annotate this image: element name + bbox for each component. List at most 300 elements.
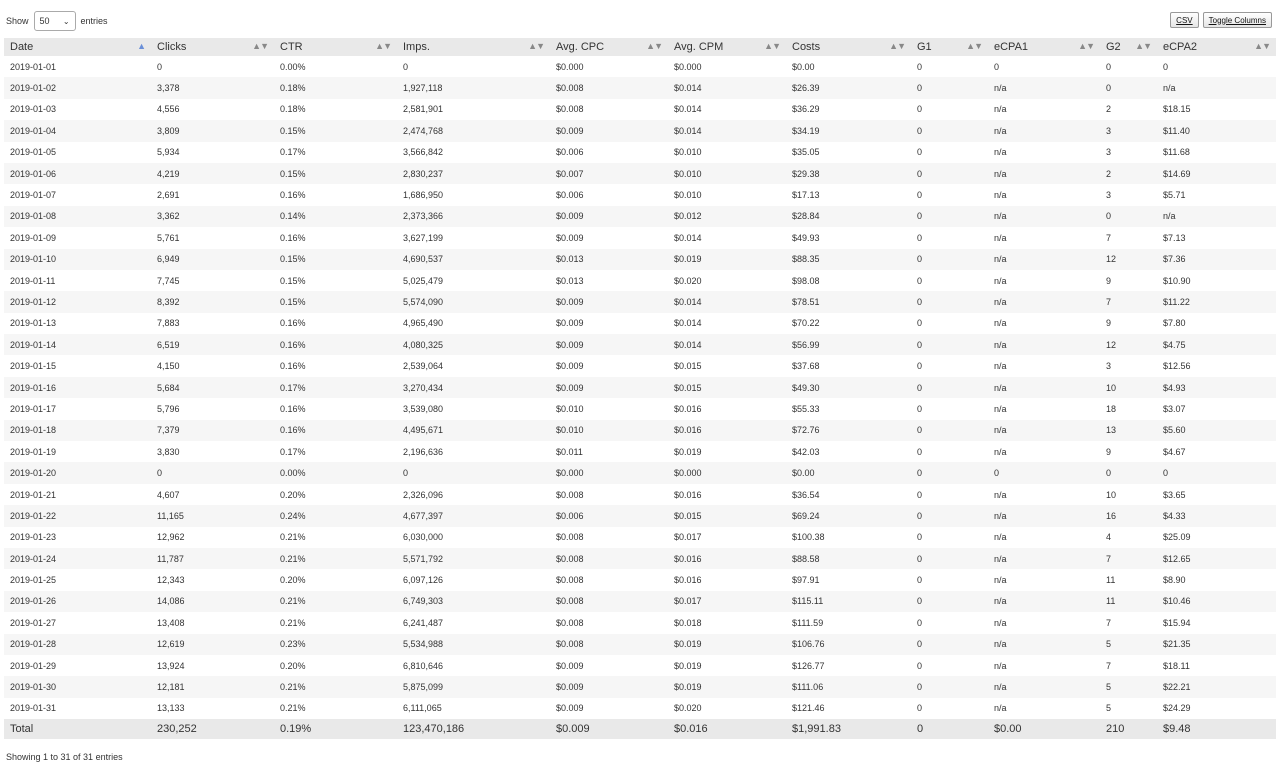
table-cell: $36.54 [792,489,820,500]
table-cell: $0.017 [668,591,786,612]
table-cell: $72.76 [786,420,911,441]
table-row [4,99,1276,120]
data-table [4,38,1276,739]
table-cell: 2,830,237 [397,163,550,184]
table-cell: 4,677,397 [397,505,550,526]
table-cell: 6,097,126 [403,575,444,586]
table-cell: $0.012 [668,206,786,227]
table-info: Showing 1 to 31 of 31 entries [6,752,123,762]
table-row [4,142,1276,163]
sort-icon: ▲▼ [889,41,905,51]
table-cell: 0 [911,591,988,612]
table-cell: n/a [994,403,1007,414]
table-cell: 11 [1106,575,1116,586]
table-cell: 5,761 [157,232,180,243]
table-cell: 4,965,490 [403,318,444,329]
table-cell: 0 [1100,77,1157,98]
table-cell: $0.000 [550,462,668,483]
table-cell: 2019-01-20 [4,462,151,483]
table-cell: $3.07 [1163,403,1186,414]
table-cell: $0.014 [668,77,786,98]
table-row [4,398,1276,419]
table-cell: $49.30 [786,377,911,398]
table-row [4,634,1276,655]
table-cell: n/a [994,190,1007,201]
sort-icon: ▲▼ [528,41,544,51]
column-header-ecpa1[interactable]: eCPA1 ▲▼ [988,38,1100,56]
table-cell: 6,949 [151,249,274,270]
table-cell: $121.46 [792,703,825,714]
table-cell: 12 [1100,334,1157,355]
table-cell: 0 [917,104,923,115]
table-cell: 5,571,792 [397,548,550,569]
page-size-value: 50 [39,16,50,26]
table-cell: 3 [1106,190,1112,201]
table-cell: 2019-01-15 [10,361,57,372]
table-cell: n/a [994,575,1007,586]
column-header-g2[interactable]: G2 ▲▼ [1100,38,1157,56]
table-cell: 0 [994,61,1000,72]
table-cell: 2019-01-04 [4,120,151,141]
table-cell: 0 [911,291,988,312]
table-cell: 0.15% [280,275,306,286]
table-cell: 2,474,768 [397,120,550,141]
table-cell: n/a [988,505,1100,526]
table-row [4,548,1276,569]
table-cell: 2019-01-28 [4,634,151,655]
column-header-ecpa2[interactable]: eCPA2 ▲▼ [1157,38,1276,56]
table-cell: $4.67 [1163,446,1186,457]
sort-icon: ▲▼ [375,41,391,51]
table-cell: 4 [1106,532,1112,543]
table-cell: n/a [988,591,1100,612]
table-cell: 0.17% [280,446,306,457]
sort-icon: ▲▼ [1254,41,1270,51]
table-cell: 0 [988,462,1100,483]
page-size-select[interactable] [34,11,76,31]
table-row [4,569,1276,590]
table-cell: $5.71 [1163,190,1186,201]
table-cell: $0.009 [556,660,584,671]
table-cell: 0.00% [274,462,397,483]
table-cell: 14,086 [151,591,274,612]
table-cell: $0.009 [556,232,584,243]
table-cell: 0.15% [274,249,397,270]
table-cell: 0 [917,318,923,329]
table-row [4,163,1276,184]
table-cell: $0.015 [668,377,786,398]
table-cell: $0.013 [556,275,584,286]
sort-icon: ▲▼ [1135,41,1151,51]
table-cell: 12,343 [157,575,185,586]
table-cell: 0.17% [280,147,306,158]
table-row [4,355,1276,376]
table-cell: 4,607 [157,489,180,500]
table-row [4,420,1276,441]
table-cell: 0 [917,489,923,500]
table-cell: n/a [994,489,1007,500]
table-cell: 5,684 [151,377,274,398]
table-cell: 0 [911,505,988,526]
column-header-avg-cpm[interactable]: Avg. CPM ▲▼ [668,38,786,56]
table-cell: 0 [911,120,988,141]
column-header-g1[interactable]: G1 ▲▼ [911,38,988,56]
csv-button[interactable]: CSV [1170,12,1198,28]
table-cell: $0.014 [674,318,702,329]
table-cell: 12,181 [151,676,274,697]
table-cell: 5,796 [157,403,180,414]
table-cell: 0 [1157,462,1276,483]
column-header-date[interactable]: Date ▲ [4,38,151,56]
table-cell: n/a [988,120,1100,141]
table-cell: 2019-01-01 [10,61,57,72]
table-buttons [1170,12,1272,28]
table-cell: 1,686,950 [403,190,444,201]
table-cell: 3 [1106,361,1112,372]
table-cell: 6,519 [151,334,274,355]
table-cell: 2019-01-16 [4,377,151,398]
table-row [4,591,1276,612]
table-row [4,227,1276,248]
table-cell: n/a [994,703,1007,714]
table-cell: 5,934 [157,147,180,158]
table-cell: $5.60 [1157,420,1276,441]
table-row [4,56,1276,77]
table-cell: $10.46 [1157,591,1276,612]
table-cell: $0.019 [668,249,786,270]
table-cell: 13,408 [157,617,185,628]
table-cell: 3,378 [151,77,274,98]
table-cell: 0.15% [274,163,397,184]
table-cell: 0 [1100,462,1157,483]
table-cell: $0.013 [550,249,668,270]
table-cell: $0.014 [674,104,702,115]
table-cell: 2,691 [157,190,180,201]
table-cell: $11.68 [1163,147,1190,158]
table-cell: 0 [911,377,988,398]
table-row [4,313,1276,334]
table-cell: 3,539,080 [403,403,444,414]
header-row [4,38,1276,56]
table-row [4,206,1276,227]
table-cell: $0.017 [674,532,702,543]
table-cell: n/a [1157,77,1276,98]
table-cell: 0 [1100,206,1157,227]
table-cell: $0.008 [556,532,584,543]
table-row [4,462,1276,483]
page-length-control [6,11,108,31]
table-cell: $29.38 [786,163,911,184]
table-cell: $0.009 [550,120,668,141]
table-cell: $0.008 [550,548,668,569]
table-cell: 2019-01-23 [10,532,57,543]
table-cell: 0 [911,676,988,697]
table-cell: 0 [917,361,923,372]
table-cell: 0 [911,548,988,569]
table-cell: $4.93 [1157,377,1276,398]
column-header-ctr[interactable]: CTR ▲▼ [274,38,397,56]
table-cell: 2019-01-22 [4,505,151,526]
table-cell: 0 [917,147,923,158]
table-cell: $0.006 [550,505,668,526]
table-cell: $25.09 [1163,532,1191,543]
table-cell: $17.13 [792,190,820,201]
table-cell: 0.16% [280,403,306,414]
table-cell: $4.75 [1157,334,1276,355]
table-cell: $0.010 [556,403,584,414]
table-cell: $15.94 [1163,617,1191,628]
table-cell: 0 [917,575,923,586]
table-cell: 3,566,842 [403,147,444,158]
table-cell: 0 [917,532,923,543]
table-cell: 2019-01-12 [4,291,151,312]
table-cell: $0.019 [674,660,702,671]
table-cell: $56.99 [786,334,911,355]
table-cell: $0.009 [550,377,668,398]
sort-icon: ▲▼ [966,41,982,51]
table-cell: 6,810,646 [403,660,444,671]
table-cell: 2,196,636 [403,446,444,457]
table-cell: $0.009 [550,676,668,697]
table-cell: 2019-01-17 [10,403,57,414]
total-cell: $9.48 [1157,719,1276,739]
table-cell: $34.19 [786,120,911,141]
table-cell: $24.29 [1163,703,1191,714]
table-cell: 0.16% [280,190,306,201]
table-cell: 18 [1106,403,1117,414]
table-row [4,484,1276,505]
table-cell: 2019-01-03 [10,104,57,115]
table-cell: 2019-01-07 [10,190,57,201]
table-cell: 0 [917,190,923,201]
table-row [4,612,1276,633]
table-cell: n/a [988,77,1100,98]
table-cell: 2,373,366 [397,206,550,227]
table-cell: 0.21% [280,532,306,543]
table-cell: 4,080,325 [397,334,550,355]
table-cell: 2,539,064 [403,361,444,372]
table-cell: 11,787 [151,548,274,569]
table-cell: 2019-01-13 [10,318,57,329]
table-cell: n/a [988,377,1100,398]
table-cell: $0.00 [786,462,911,483]
table-cell: 2 [1100,163,1157,184]
table-cell: $0.018 [674,617,702,628]
table-cell: 2019-01-02 [4,77,151,98]
table-cell: 0.21% [274,676,397,697]
total-cell: 0.19% [274,719,397,739]
table-cell: 4,150 [157,361,180,372]
table-cell: $78.51 [786,291,911,312]
table-cell: $42.03 [792,446,820,457]
table-cell: n/a [988,206,1100,227]
table-cell: 13,133 [157,703,185,714]
table-cell: $37.68 [792,361,820,372]
table-cell: $126.77 [792,660,825,671]
table-cell: $0.019 [668,634,786,655]
table-cell: $0.008 [556,575,584,586]
table-cell: 0 [157,61,163,72]
table-cell: 0 [917,61,923,72]
table-cell: 0 [403,61,409,72]
table-cell: $8.90 [1163,575,1186,586]
table-cell: 5,875,099 [397,676,550,697]
table-cell: n/a [988,249,1100,270]
column-header-avg-cpc[interactable]: Avg. CPC ▲▼ [550,38,668,56]
table-cell: 11,165 [151,505,274,526]
table-cell: $88.35 [786,249,911,270]
table-cell: 0.21% [274,591,397,612]
table-cell: $10.90 [1163,275,1191,286]
table-cell: 3,627,199 [403,232,444,243]
table-cell: 2019-01-11 [10,275,56,286]
table-cell: 0.15% [274,291,397,312]
table-cell: $12.65 [1157,548,1276,569]
table-cell: n/a [994,617,1007,628]
table-cell: 2019-01-10 [4,249,151,270]
table-cell: 0.16% [274,420,397,441]
table-cell: n/a [994,147,1007,158]
table-cell: 2019-01-27 [10,617,57,628]
table-cell: $0.008 [550,591,668,612]
table-cell: $0.009 [556,318,584,329]
table-cell: 0.16% [280,318,306,329]
table-cell: $0.016 [674,575,702,586]
table-cell: $0.000 [556,61,584,72]
total-cell: $0.009 [550,719,668,739]
table-cell: n/a [988,676,1100,697]
table-cell: $0.008 [556,489,584,500]
table-cell: 0.18% [280,104,306,115]
table-cell: $0.010 [674,190,702,201]
table-cell: $55.33 [792,403,820,414]
table-cell: $0.019 [674,446,702,457]
table-cell: 11 [1100,591,1157,612]
table-row [4,120,1276,141]
table-cell: 3,362 [151,206,274,227]
table-cell: n/a [988,334,1100,355]
table-cell: n/a [994,660,1007,671]
table-cell: 5 [1100,676,1157,697]
total-cell: $0.00 [988,719,1100,739]
table-cell: $0.009 [550,291,668,312]
table-cell: 0 [911,206,988,227]
table-cell: $28.84 [786,206,911,227]
table-cell: $0.008 [550,634,668,655]
table-cell: 4,219 [151,163,274,184]
table-row [4,505,1276,526]
table-cell: 12,962 [157,532,185,543]
table-cell: 9 [1106,446,1112,457]
table-cell: n/a [1157,206,1276,227]
table-cell: 0.16% [274,334,397,355]
table-cell: 0 [151,462,274,483]
table-cell: $0.007 [550,163,668,184]
table-cell: 2019-01-14 [4,334,151,355]
table-row [4,527,1276,548]
table-cell: n/a [994,232,1007,243]
table-cell: 1,927,118 [397,77,550,98]
table-cell: 2019-01-08 [4,206,151,227]
table-cell: 0.14% [274,206,397,227]
table-cell: 7 [1106,617,1112,628]
table-cell: $98.08 [792,275,820,286]
table-cell: 0.17% [274,377,397,398]
table-cell: $0.010 [550,420,668,441]
table-cell: $0.014 [668,120,786,141]
table-cell: 2019-01-06 [4,163,151,184]
table-cell: 9 [1106,275,1112,286]
table-cell: 7,379 [151,420,274,441]
table-cell: 5 [1106,703,1112,714]
table-row [4,270,1276,291]
table-cell: $0.016 [668,420,786,441]
table-cell: 7,745 [157,275,180,286]
table-cell: 0 [911,634,988,655]
table-cell: 0.16% [280,361,306,372]
table-cell: $11.40 [1157,120,1276,141]
table-row [4,377,1276,398]
table-cell: $49.93 [792,232,820,243]
column-header-imps[interactable]: Imps. ▲▼ [397,38,550,56]
sort-icon: ▲▼ [252,41,268,51]
table-cell: 2019-01-21 [10,489,57,500]
table-cell: n/a [994,318,1007,329]
table-cell: n/a [994,532,1007,543]
table-cell: 5 [1100,634,1157,655]
table-cell: 0.21% [280,703,306,714]
table-cell: 5,574,090 [397,291,550,312]
table-cell: $7.13 [1163,232,1186,243]
table-cell: 2019-01-09 [10,232,57,243]
table-cell: 5,025,479 [403,275,444,286]
table-cell: 0.20% [280,489,306,500]
table-cell: 0 [911,462,988,483]
table-cell: 0 [911,77,988,98]
table-cell: 6,030,000 [403,532,444,543]
table-cell: 0.00% [280,61,306,72]
sort-ascending-icon: ▲ [137,41,145,51]
table-cell: 6,111,065 [403,703,442,714]
table-row [4,184,1276,205]
table-cell: $0.006 [556,190,584,201]
sort-icon: ▲▼ [1078,41,1094,51]
table-cell: 7 [1106,232,1112,243]
table-cell: $88.58 [786,548,911,569]
table-cell: 0 [1106,61,1112,72]
column-header-clicks[interactable]: Clicks ▲▼ [151,38,274,56]
table-cell: $0.008 [556,617,584,628]
table-cell: $100.38 [792,532,825,543]
table-cell: $0.010 [674,147,702,158]
table-cell: $35.05 [792,147,820,158]
column-header-costs[interactable]: Costs ▲▼ [786,38,911,56]
table-cell: 7 [1100,291,1157,312]
table-cell: $18.15 [1163,104,1191,115]
table-cell: $7.80 [1163,318,1186,329]
table-cell: 0.24% [274,505,397,526]
table-cell: n/a [988,291,1100,312]
table-cell: $0.009 [550,206,668,227]
total-cell: $0.016 [668,719,786,739]
table-cell: 7 [1106,660,1112,671]
toggle-columns-button[interactable]: Toggle Columns [1203,12,1272,28]
table-cell: 2019-01-24 [4,548,151,569]
table-cell: $18.11 [1163,660,1190,671]
table-cell: 0.23% [274,634,397,655]
table-cell: $0.016 [674,403,702,414]
table-cell: 8,392 [151,291,274,312]
